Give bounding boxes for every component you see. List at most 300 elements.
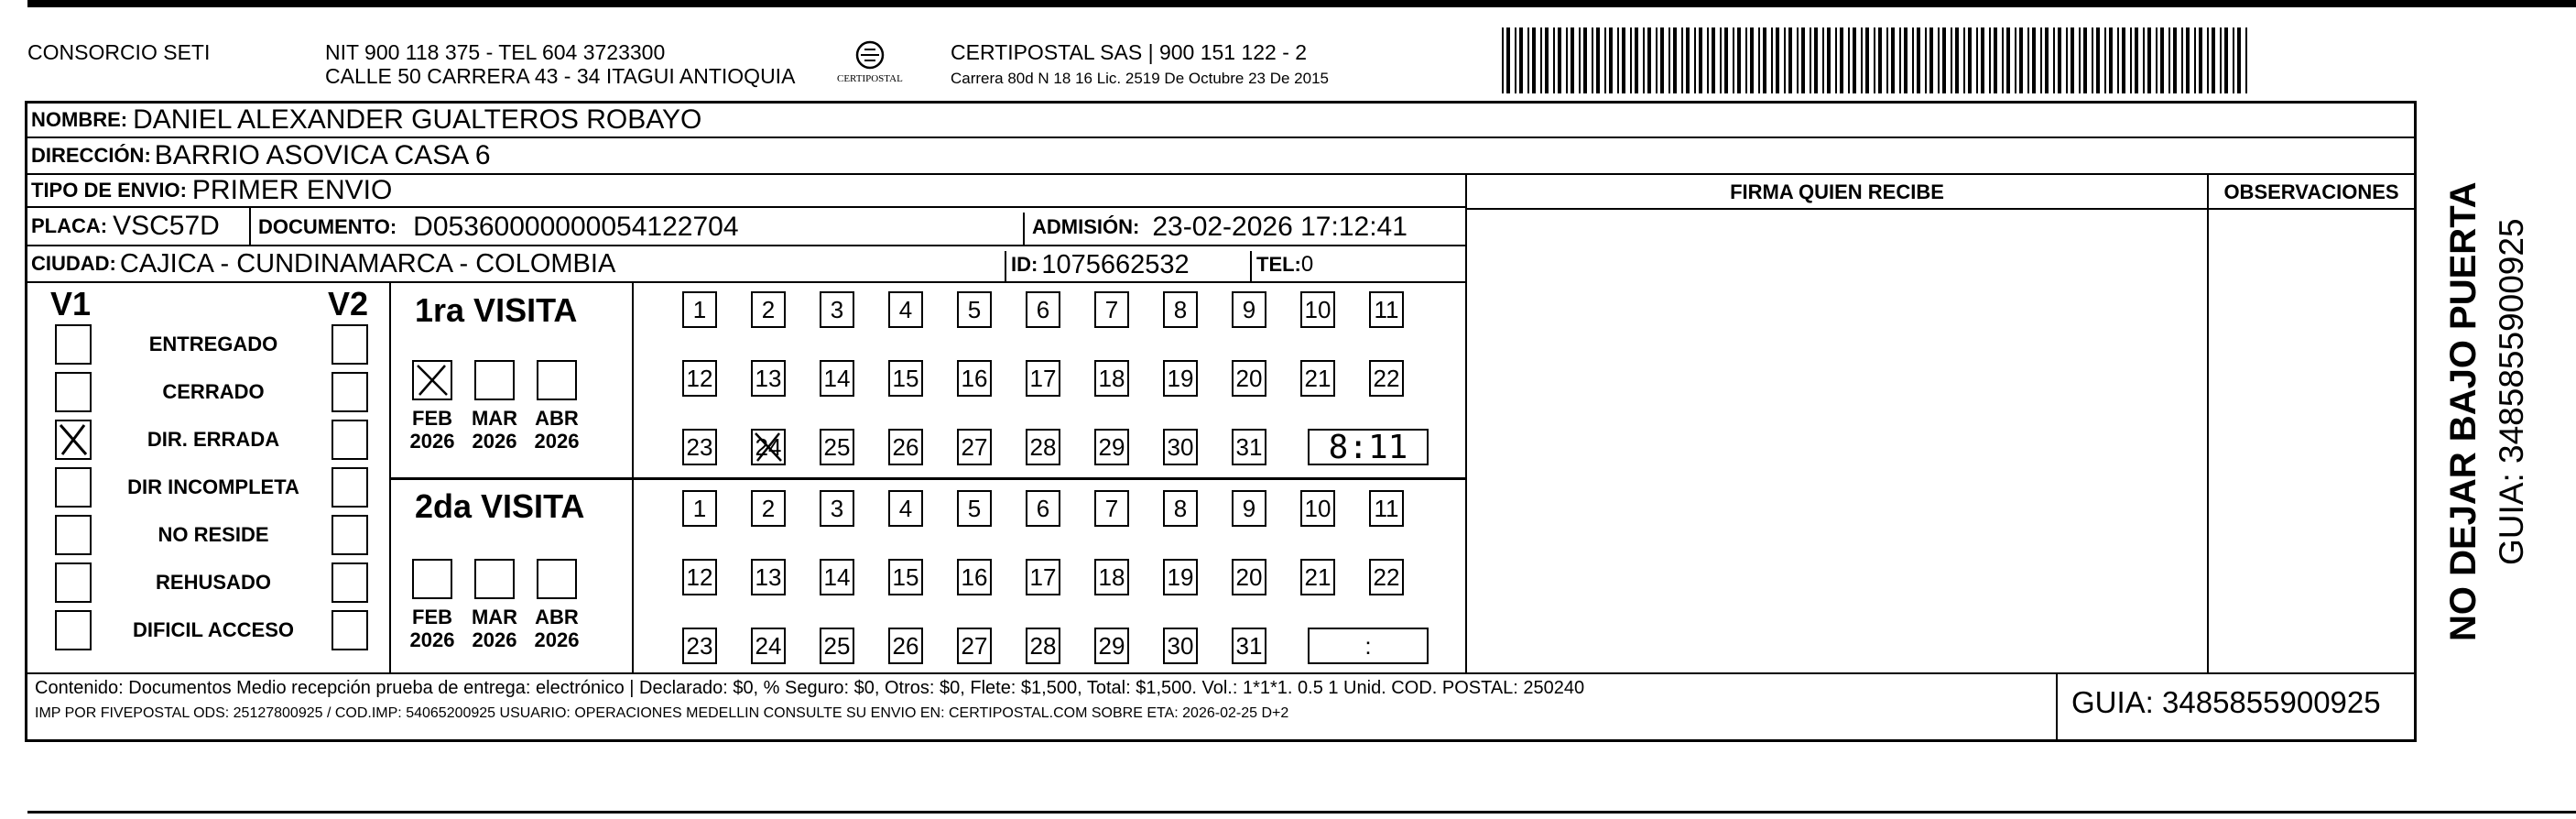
barcode-bar — [2207, 27, 2209, 93]
v1-checkbox[interactable] — [55, 562, 92, 603]
direccion-value: BARRIO ASOVICA CASA 6 — [154, 140, 491, 170]
visit2-day-box[interactable] — [1094, 628, 1129, 664]
visit1-day-box[interactable] — [1163, 360, 1198, 397]
visit-time: 8:11 — [1328, 428, 1408, 466]
observaciones-area[interactable] — [2209, 210, 2414, 672]
day-number: 27 — [961, 631, 988, 660]
barcode-bar — [1506, 27, 1510, 93]
visit2-day-box[interactable] — [1369, 490, 1404, 527]
barcode-bar — [1827, 27, 1831, 93]
visit1-day-box[interactable] — [682, 291, 717, 328]
v2-checkbox[interactable] — [332, 420, 368, 460]
barcode-bar — [1822, 27, 1824, 93]
day-number: 30 — [1167, 432, 1194, 461]
barcode-bar — [2053, 27, 2055, 93]
visit2-day-box[interactable] — [1232, 628, 1266, 664]
v1-checkbox[interactable] — [55, 372, 92, 412]
visit2-day-box[interactable] — [1026, 628, 1060, 664]
visit2-day-box[interactable] — [1094, 490, 1129, 527]
visit1-day-box[interactable] — [1369, 291, 1404, 328]
day-number: 11 — [1374, 494, 1399, 522]
barcode-bar — [1861, 27, 1863, 93]
barcode-bar — [2109, 27, 2113, 93]
visit1-day-box[interactable] — [820, 360, 854, 397]
nombre-value: DANIEL ALEXANDER GUALTEROS ROBAYO — [133, 104, 702, 135]
barcode-bar — [1981, 27, 1984, 93]
day-number: 19 — [1167, 364, 1194, 392]
visit-time: : — [1364, 631, 1372, 660]
visit2-day-box[interactable] — [1232, 490, 1266, 527]
barcode-bar — [2096, 27, 2100, 93]
v1-checkbox[interactable] — [55, 467, 92, 508]
visit1-day-box[interactable] — [682, 429, 717, 465]
visit2-day-box[interactable] — [957, 559, 992, 595]
status-option-label: DIR. ERRADA — [147, 428, 280, 451]
day-number: 19 — [1167, 562, 1194, 591]
barcode-bar — [2130, 27, 2132, 93]
documento-block — [258, 208, 739, 246]
barcode-bar — [1668, 27, 1670, 93]
barcode-bar — [2006, 27, 2010, 93]
visit1-day-box[interactable] — [957, 360, 992, 397]
visit2-time-box[interactable] — [1308, 628, 1429, 664]
firma-signature-area[interactable] — [1467, 210, 2207, 672]
cut-line — [27, 811, 2576, 814]
barcode-bar — [1566, 27, 1568, 93]
barcode-bar — [2027, 27, 2029, 93]
day-number: 2 — [761, 494, 776, 522]
day-number: 12 — [686, 562, 713, 591]
barcode-bar — [1784, 27, 1786, 93]
day-number: 15 — [892, 562, 919, 591]
month-name: ABR — [535, 407, 579, 430]
barcode-bar — [1976, 27, 1978, 93]
barcode-bar — [1904, 27, 1908, 93]
barcode-bar — [2220, 27, 2222, 93]
barcode-bar — [1592, 27, 1593, 93]
visit2-month-checkbox[interactable] — [412, 559, 452, 599]
month-name: MAR — [471, 407, 518, 430]
ciudad-label: CIUDAD: — [31, 252, 116, 275]
v1-checkbox[interactable] — [55, 515, 92, 555]
barcode-bar — [1968, 27, 1972, 93]
visit1-day-box[interactable] — [751, 429, 786, 465]
visit2-day-box[interactable] — [957, 628, 992, 664]
id-block — [1011, 246, 1190, 283]
visit2-month-label — [529, 606, 584, 651]
month-name: FEB — [412, 606, 452, 628]
status-option-label: CERRADO — [162, 380, 265, 403]
visit1-day-box[interactable] — [1094, 360, 1129, 397]
tel-divider — [1250, 251, 1252, 283]
placa-value: VSC57D — [113, 211, 220, 241]
barcode-bar — [1814, 27, 1818, 93]
barcode-bar — [1532, 27, 1536, 93]
day-number: 17 — [1029, 364, 1057, 392]
barcode-bar — [1558, 27, 1561, 93]
barcode-bar — [2245, 27, 2247, 93]
barcode-bar — [1686, 27, 1690, 93]
v2-checkbox[interactable] — [332, 610, 368, 650]
barcode-bar — [1951, 27, 1952, 93]
barcode-bar — [2173, 27, 2177, 93]
barcode-bar — [1571, 27, 1574, 93]
visit1-day-box[interactable] — [1094, 429, 1129, 465]
barcode-bar — [2002, 27, 2004, 93]
day-number: 16 — [961, 562, 988, 591]
day-number: 16 — [961, 364, 988, 392]
barcode-bar — [2066, 27, 2068, 93]
barcode-bar — [2045, 27, 2049, 93]
month-name: MAR — [471, 606, 518, 628]
v1-checkbox[interactable] — [55, 324, 92, 365]
visit2-month-checkbox[interactable] — [537, 559, 577, 599]
day-number: 11 — [1374, 295, 1399, 323]
barcode-bar — [1527, 27, 1529, 93]
day-number: 21 — [1304, 562, 1331, 591]
barcode-bar — [1955, 27, 1959, 93]
barcode-bar — [1545, 27, 1549, 93]
barcode-bar — [1694, 27, 1696, 93]
barcode-bar — [2135, 27, 2138, 93]
tipo-value: PRIMER ENVIO — [191, 175, 393, 205]
barcode-bar — [1630, 27, 1632, 93]
barcode-bar — [1673, 27, 1677, 93]
visit2-day-box[interactable] — [820, 490, 854, 527]
barcode-bar — [2040, 27, 2042, 93]
month-year: 2026 — [409, 628, 455, 651]
day-number: 14 — [823, 364, 851, 392]
v1-checkbox[interactable] — [55, 610, 92, 650]
barcode-bar — [1929, 27, 1933, 93]
id-label: ID: — [1011, 253, 1038, 276]
barcode-bar — [1617, 27, 1619, 93]
barcode-bar — [1917, 27, 1920, 93]
visit1-day-box[interactable] — [888, 360, 923, 397]
day-number: 5 — [967, 494, 982, 522]
visit2-day-box[interactable] — [820, 628, 854, 664]
day-number: 20 — [1235, 562, 1263, 591]
barcode-bar — [1886, 27, 1888, 93]
row-nombre — [27, 104, 2414, 138]
status-option-label: REHUSADO — [156, 571, 271, 594]
barcode-bar — [1707, 27, 1709, 93]
barcode-bar — [1724, 27, 1728, 93]
day-number: 12 — [686, 364, 713, 392]
day-number: 28 — [1029, 432, 1057, 461]
barcode-bar — [1643, 27, 1645, 93]
barcode-bar — [1660, 27, 1664, 93]
visit1-day-box[interactable] — [1300, 360, 1335, 397]
day-number: 23 — [686, 432, 713, 461]
admision-value: 23-02-2026 17:12:41 — [1152, 212, 1408, 242]
top-rule — [27, 0, 2576, 7]
barcode-bar — [2186, 27, 2190, 93]
day-number: 17 — [1029, 562, 1057, 591]
day-number: 13 — [755, 364, 782, 392]
barcode-bar — [2168, 27, 2170, 93]
visit1-day-box[interactable] — [820, 291, 854, 328]
barcode-bar — [2117, 27, 2119, 93]
month-year: 2026 — [472, 628, 517, 651]
admision-divider — [1023, 213, 1025, 246]
day-number: 27 — [961, 432, 988, 461]
check-mark-icon — [60, 425, 86, 454]
visit1-month-checkbox[interactable] — [412, 360, 452, 400]
documento-label: DOCUMENTO: — [258, 215, 397, 238]
visit2-day-box[interactable] — [888, 628, 923, 664]
status-option-label: DIR INCOMPLETA — [127, 475, 299, 498]
day-number: 9 — [1242, 494, 1256, 522]
month-year: 2026 — [472, 430, 517, 453]
visit2-day-box[interactable] — [682, 559, 717, 595]
visit1-month-label — [405, 407, 460, 453]
visit2-day-box[interactable] — [1232, 559, 1266, 595]
id-divider — [1005, 251, 1006, 283]
barcode-bar — [1797, 27, 1799, 93]
visit2-day-box[interactable] — [820, 559, 854, 595]
visit2-day-box[interactable] — [888, 559, 923, 595]
certipostal-line: CERTIPOSTAL SAS | 900 151 122 - 2 — [951, 40, 1308, 64]
day-number: 5 — [967, 295, 982, 323]
company-name: CONSORCIO SETI — [27, 40, 211, 64]
observaciones-header: OBSERVACIONES — [2223, 180, 2399, 203]
visit2-month-label — [405, 606, 460, 651]
day-number: 24 — [755, 432, 782, 461]
barcode-bar — [1925, 27, 1927, 93]
day-number: 29 — [1098, 631, 1125, 660]
visit1-day-box[interactable] — [957, 291, 992, 328]
row-direccion — [27, 138, 2414, 175]
month-name: FEB — [412, 407, 452, 430]
footer-guia: GUIA: 3485855900925 — [2071, 685, 2381, 719]
barcode-bar — [2160, 27, 2164, 93]
tel-block — [1256, 246, 1313, 283]
visit1-day-box[interactable] — [1163, 291, 1198, 328]
barcode-bar — [2237, 27, 2241, 93]
visit1-month-checkbox[interactable] — [537, 360, 577, 400]
barcode-bar — [2019, 27, 2023, 93]
nit-line: NIT 900 118 375 - TEL 604 3723300 — [325, 40, 666, 64]
barcode-bar — [1840, 27, 1843, 93]
visit2-day-box[interactable] — [751, 559, 786, 595]
barcode-bar — [2233, 27, 2234, 93]
barcode-bar — [2199, 27, 2202, 93]
barcode-bar — [1656, 27, 1658, 93]
barcode — [1502, 27, 2253, 93]
visit1-day-box[interactable] — [1232, 291, 1266, 328]
v2-checkbox[interactable] — [332, 515, 368, 555]
barcode-bar — [2181, 27, 2183, 93]
day-number: 22 — [1373, 364, 1400, 392]
barcode-bar — [1609, 27, 1613, 93]
barcode-bar — [1963, 27, 1965, 93]
barcode-bar — [2079, 27, 2081, 93]
visit2-day-box[interactable] — [682, 628, 717, 664]
visit1-month-checkbox[interactable] — [474, 360, 515, 400]
visit2-day-box[interactable] — [957, 490, 992, 527]
barcode-bar — [2083, 27, 2087, 93]
barcode-bar — [1647, 27, 1651, 93]
barcode-bar — [1776, 27, 1779, 93]
v1-header: V1 — [50, 285, 92, 322]
day-number: 8 — [1173, 295, 1188, 323]
visit2-day-box[interactable] — [1094, 559, 1129, 595]
visit2-title: 2da VISITA — [415, 487, 585, 525]
barcode-bar — [1720, 27, 1722, 93]
day-number: 9 — [1242, 295, 1256, 323]
day-number: 6 — [1036, 494, 1050, 522]
barcode-bar — [1622, 27, 1625, 93]
visit2-day-box[interactable] — [1026, 490, 1060, 527]
day-number: 20 — [1235, 364, 1263, 392]
barcode-bar — [2212, 27, 2215, 93]
day-number: 28 — [1029, 631, 1057, 660]
barcode-bar — [2104, 27, 2106, 93]
barcode-bar — [1810, 27, 1811, 93]
barcode-bar — [2194, 27, 2196, 93]
barcode-bar — [1801, 27, 1805, 93]
visit2-day-box[interactable] — [1163, 490, 1198, 527]
visit2-day-box[interactable] — [751, 490, 786, 527]
visit2-day-box[interactable] — [751, 628, 786, 664]
barcode-bar — [1519, 27, 1523, 93]
day-number: 26 — [892, 432, 919, 461]
barcode-bar — [1989, 27, 1991, 93]
visit1-day-box[interactable] — [751, 360, 786, 397]
direccion-label: DIRECCIÓN: — [31, 144, 151, 167]
day-number: 6 — [1036, 295, 1050, 323]
status-option-label: ENTREGADO — [148, 333, 278, 355]
barcode-bar — [1912, 27, 1914, 93]
visit1-month-label — [467, 407, 522, 453]
month-name: ABR — [535, 606, 579, 628]
visit2-day-box[interactable] — [1026, 559, 1060, 595]
barcode-bar — [2092, 27, 2093, 93]
visit1-day-box[interactable] — [1232, 360, 1266, 397]
day-number: 3 — [830, 295, 844, 323]
day-number: 10 — [1304, 295, 1331, 323]
visit1-day-box[interactable] — [820, 429, 854, 465]
visit1-day-box[interactable] — [1163, 429, 1198, 465]
visit1-day-box[interactable] — [1026, 429, 1060, 465]
barcode-bar — [1891, 27, 1895, 93]
barcode-bar — [2147, 27, 2151, 93]
tipo-label: TIPO DE ENVIO: — [31, 179, 187, 202]
barcode-bar — [1942, 27, 1946, 93]
barcode-bar — [1750, 27, 1754, 93]
visit1-day-box[interactable] — [682, 360, 717, 397]
v1-checkbox[interactable] — [55, 420, 92, 460]
v2-checkbox[interactable] — [332, 372, 368, 412]
day-number: 1 — [692, 494, 707, 522]
visit1-month-label — [529, 407, 584, 453]
day-number: 14 — [823, 562, 851, 591]
nombre-label: NOMBRE: — [31, 108, 128, 131]
barcode-bar — [2143, 27, 2145, 93]
day-number: 18 — [1098, 364, 1125, 392]
side-guia: GUIA: 3485855900925 — [2493, 218, 2530, 565]
barcode-bar — [1865, 27, 1869, 93]
v2-checkbox[interactable] — [332, 467, 368, 508]
day-number: 8 — [1173, 494, 1188, 522]
v2-header: V2 — [328, 285, 369, 322]
visit1-day-box[interactable] — [1369, 360, 1404, 397]
visit1-day-box[interactable] — [1026, 360, 1060, 397]
visit2-day-box[interactable] — [682, 490, 717, 527]
admision-label: ADMISIÓN: — [1032, 215, 1140, 238]
month-year: 2026 — [534, 628, 580, 651]
barcode-bar — [1874, 27, 1875, 93]
barcode-bar — [1712, 27, 1715, 93]
day-number: 4 — [898, 295, 913, 323]
visit1-day-box[interactable] — [1026, 291, 1060, 328]
month-year: 2026 — [534, 430, 580, 453]
admision-block — [1032, 208, 1408, 246]
barcode-bar — [1745, 27, 1747, 93]
status-option-label: NO RESIDE — [158, 523, 269, 546]
tel-value: 0 — [1300, 252, 1314, 277]
day-number: 3 — [830, 494, 844, 522]
barcode-bar — [1733, 27, 1734, 93]
visit1-day-box[interactable] — [957, 429, 992, 465]
ciudad-value: CAJICA - CUNDINAMARCA - COLOMBIA — [119, 248, 616, 278]
day-number: 15 — [892, 364, 919, 392]
visit2-day-box[interactable] — [888, 490, 923, 527]
visit2-day-box[interactable] — [1163, 628, 1198, 664]
barcode-bar — [1771, 27, 1773, 93]
visit2-day-box[interactable] — [1163, 559, 1198, 595]
barcode-bar — [2015, 27, 2016, 93]
barcode-bar — [1848, 27, 1850, 93]
visit1-day-box[interactable] — [1094, 291, 1129, 328]
visit1-day-box[interactable] — [888, 291, 923, 328]
day-number: 30 — [1167, 631, 1194, 660]
day-number: 7 — [1104, 295, 1119, 323]
placa-label: PLACA: — [31, 214, 108, 237]
v2-checkbox[interactable] — [332, 562, 368, 603]
documento-value: D05360000000054122704 — [413, 212, 739, 242]
firma-header: FIRMA QUIEN RECIBE — [1730, 180, 1944, 203]
barcode-bar — [1853, 27, 1856, 93]
logo-text: CERTIPOSTAL — [837, 73, 903, 84]
visit2-month-checkbox[interactable] — [474, 559, 515, 599]
side-warning: NO DEJAR BAJO PUERTA — [2443, 181, 2484, 641]
barcode-bar — [1878, 27, 1882, 93]
v2-checkbox[interactable] — [332, 324, 368, 365]
visit1-day-box[interactable] — [888, 429, 923, 465]
visit2-day-box[interactable] — [1300, 490, 1335, 527]
day-number: 21 — [1304, 364, 1331, 392]
visit1-time-box[interactable] — [1308, 429, 1429, 465]
visit1-day-box[interactable] — [1232, 429, 1266, 465]
visit2-day-box[interactable] — [1369, 559, 1404, 595]
day-number: 24 — [755, 631, 782, 660]
id-value: 1075662532 — [1041, 249, 1190, 279]
barcode-bar — [1604, 27, 1606, 93]
barcode-bar — [1553, 27, 1555, 93]
status-option-label: DIFICIL ACCESO — [132, 618, 294, 641]
day-number: 31 — [1235, 432, 1263, 461]
tel-label: TEL: — [1256, 253, 1301, 276]
visit2-day-box[interactable] — [1300, 559, 1335, 595]
visit1-day-box[interactable] — [1300, 291, 1335, 328]
day-number: 4 — [898, 494, 913, 522]
barcode-bar — [1763, 27, 1766, 93]
visit1-day-box[interactable] — [751, 291, 786, 328]
barcode-bar — [1758, 27, 1760, 93]
footer-imp: IMP POR FIVEPOSTAL ODS: 25127800925 / COD.IMP: 54065200925 USUARIO: OPERACIONES MEDELLIN CONSULTE SU ENVIO EN: CERTIPOSTAL.COM SOBRE ETA: 2026-02-25 D+2 — [35, 705, 1289, 721]
